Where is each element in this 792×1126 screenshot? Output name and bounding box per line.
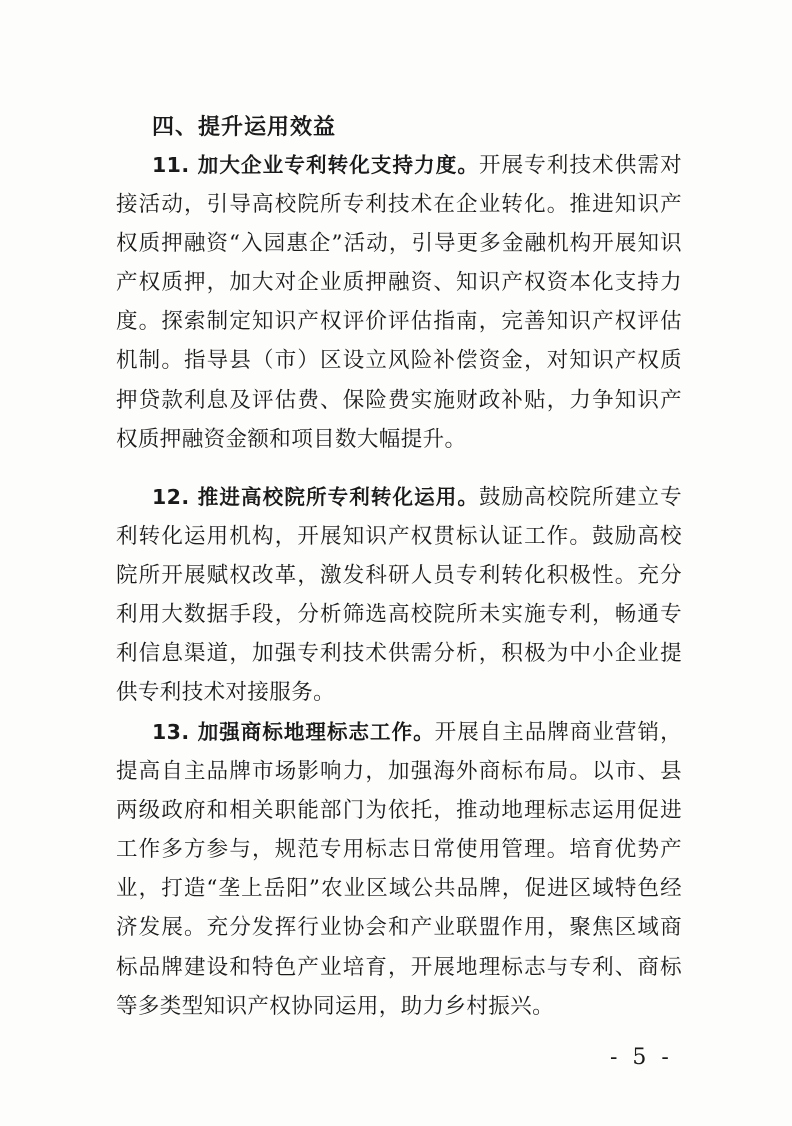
paragraph-13 bbox=[116, 713, 682, 1026]
paragraph-12 bbox=[116, 478, 682, 713]
paragraph-12-lead: 12. 推进高校院所专利转化运用。 bbox=[152, 485, 480, 509]
paragraph-11 bbox=[116, 146, 682, 459]
paragraph-11-lead: 11. 加大企业专利转化支持力度。 bbox=[152, 153, 480, 177]
page-number: - 5 - bbox=[610, 1045, 673, 1070]
paragraph-12-body: 鼓励高校院所建立专利转化运用机构，开展知识产权贯标认证工作。鼓励高校院所开展赋权改革，激发科研人员专利转化积极性。充分利用大数据手段，分析筛选高校院所未实施专利，畅通专利信息渠道，加强专利技术供需分析，积极为中小企业提供专利技术对接服务。 bbox=[116, 485, 682, 706]
paragraph-13-lead: 13. 加强商标地理标志工作。 bbox=[152, 720, 435, 744]
paragraph-11-body: 开展专利技术供需对接活动，引导高校院所专利技术在企业转化。推进知识产权质押融资“入园惠企”活动，引导更多金融机构开展知识产权质押，加大对企业质押融资、知识产权资本化支持力度。探索制定知识产权评价评估指南，完善知识产权评估机制。指导县（市）区设立风险补偿资金，对知识产权质押贷款利息及评估费、保险费实施财政补贴，力争知识产权质押融资金额和项目数大幅提升。 bbox=[116, 153, 682, 452]
section-heading: 四、提升运用效益 bbox=[152, 115, 337, 140]
paragraph-13-body: 开展自主品牌商业营销，提高自主品牌市场影响力，加强海外商标布局。以市、县两级政府和相关职能部门为依托，推动地理标志运用促进工作多方参与，规范专用标志日常使用管理。培育优势产业，打造“垄上岳阳”农业区域公共品牌，促进区域特色经济发展。充分发挥行业协会和产业联盟作用，聚焦区域商标品牌建设和特色产业培育，开展地理标志与专利、商标等多类型知识产权协同运用，助力乡村振兴。 bbox=[116, 720, 683, 1019]
